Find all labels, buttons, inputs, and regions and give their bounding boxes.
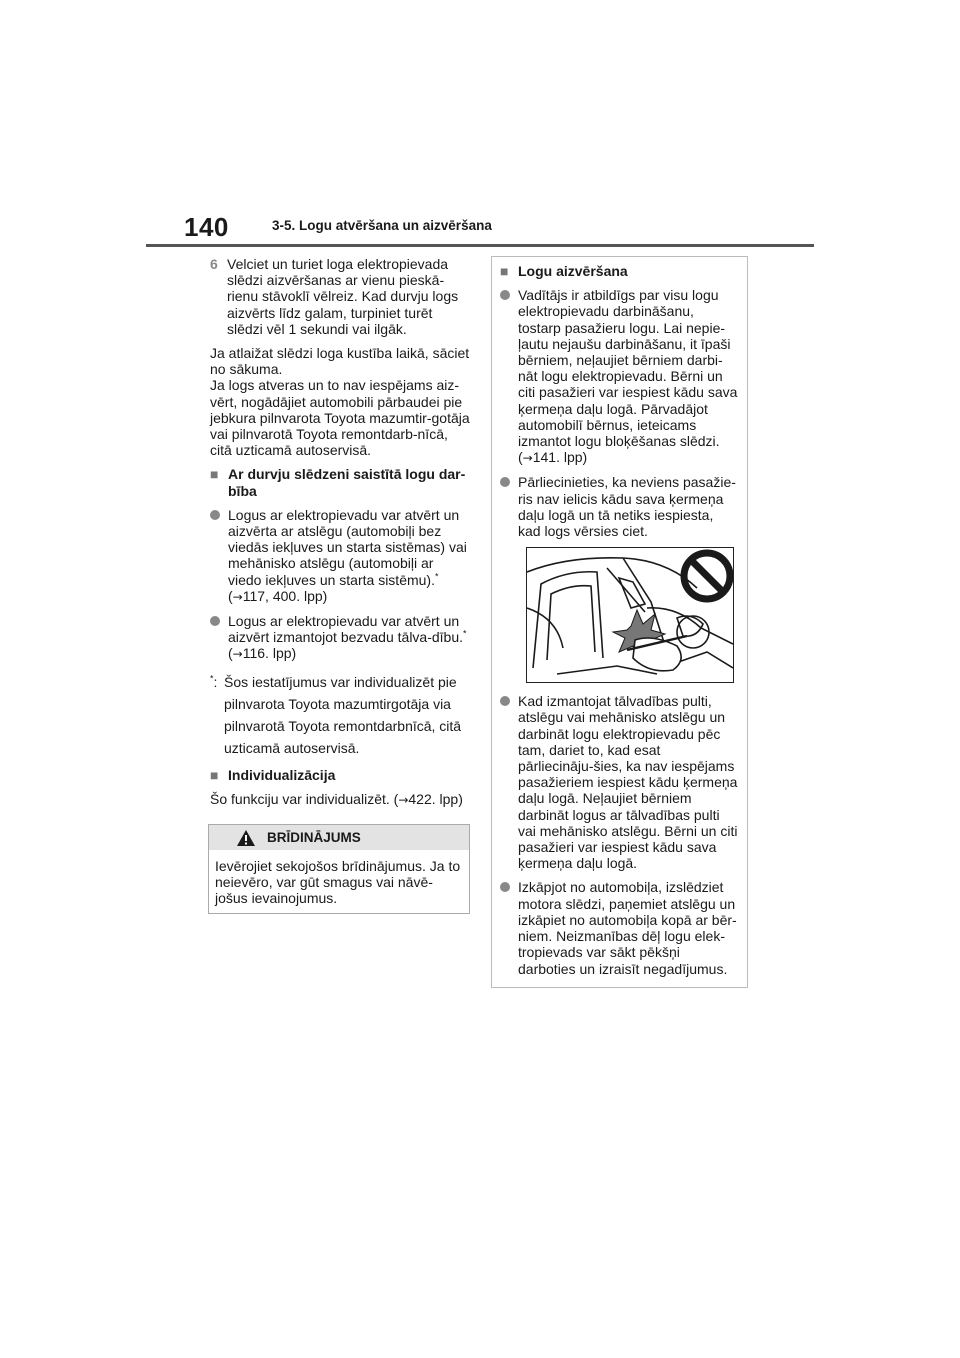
bullet-driver-responsibility: Vadītājs ir atbildīgs par visu logu elektropievadu darbināšanu, tostarp pasažieru logu. Lai nepie-ļautu nejaušu darbināšanu, it īpaši bērniem, neļaujiet bērniem darbi-nāt logu elektropievadu. Bērni un citi pasažieri var iespiest kādu sava ķermeņa daļu logā. Pārvadājot automobilī bērnus, ieteicams izmantot logu bloķēšanas slēdzi. (→141. lpp) — [500, 287, 739, 466]
bullet-text: Logus ar elektropievadu var atvērt un aizvērta ar atslēgu (automobiļi bez viedās iekļuves un starta sistēmas) vai mehānisko atslēgu (automobiļi ar viedo iekļuves un starta sistēmu). — [228, 506, 467, 588]
circle-bullet-icon — [500, 477, 510, 487]
paragraph-restart: Ja atlaižat slēdzi loga kustība laikā, sāciet no sākuma. — [210, 345, 470, 378]
footnote: *: Šos iestatījumus var individualizēt pie pilnvarota Toyota mazumtirgotāja via pilnvarotā Toyota remontdarbnīcā, citā uzticamā autoservisā. — [210, 671, 470, 759]
bullet-text: Kad izmantojat tālvadības pulti, atslēgu vai mehānisko atslēgu un darbināt logu elektropievadu pēc tam, dariet to, kad esat pārliecināju-šies, ka nav iespējams pasažieriem iespiest kādu ķermeņa daļu logā. Neļaujiet bērniem darbināt logus ar tālvadības pulti vai mehānisko atslēgu. Bērni un citi pasažieri var iespiest kādu sava ķermeņa daļu logā. — [518, 693, 738, 872]
heading-text: Logu aizvēršana — [518, 263, 628, 279]
circle-bullet-icon — [210, 510, 220, 520]
square-bullet-icon: ■ — [500, 263, 509, 279]
circle-bullet-icon — [500, 290, 510, 300]
page-reference: 116. lpp) — [242, 645, 297, 662]
bullet-check-passengers — [500, 474, 739, 539]
reference-arrow-icon: → — [522, 451, 533, 466]
customization-text: Šo funkciju var individualizēt. (→422. lpp) — [210, 790, 463, 807]
page-number: 140 — [184, 212, 229, 242]
heading-window-closing — [500, 263, 739, 279]
heading-door-lock — [210, 466, 470, 498]
reference-arrow-icon: → — [232, 647, 243, 662]
bullet-text: Izkāpjot no automobiļa, izslēdziet motora slēdzi, paņemiet atslēgu un izkāpiet no automobiļa kopā ar bēr-niem. Neizmanības dēļ logu elek-tropievads var sākt pēkšņi darboties un izraisīt negadījumus. — [518, 879, 737, 977]
page-reference: 422. lpp) — [408, 790, 463, 807]
bullet-text: Pārliecinieties, ka neviens pasažie-ris nav ielicis kādu sava ķermeņa daļu logā un tā netiks iespiesta, kad logs vērsies ciet. — [518, 474, 736, 540]
step-6 — [210, 256, 470, 337]
page-reference: 141. lpp) — [532, 449, 588, 466]
warning-text: Ievērojiet sekojošos brīdinājumus. Ja to neievēro, var gūt smagus vai nāvē-jošus ievainojumus. — [215, 858, 461, 907]
paragraph-window-fault: Ja logs atveras un to nav iespējams aiz-vērt, nogādājiet automobili pārbaudei pie jebkura pilnvarota Toyota mazumtir-gotāja vai pilnvarotā Toyota remontdarb-nīcā, citā uzticamā autoservisā. — [210, 377, 470, 459]
footnote-marker: * — [463, 628, 467, 639]
right-column-warning-panel — [491, 256, 748, 988]
step-text: Velciet un turiet loga elektropievada slēdzi aizvēršanas ar vienu pieskā-rienu stāvoklī vēlreiz. Kad durvju logs aizvērts līdz galam, turpiniet turēt slēdzi vēl 1 sekundi vai ilgāk. — [227, 256, 459, 337]
circle-bullet-icon — [500, 696, 510, 706]
bullet-text: Logus ar elektropievadu var atvērt un aizvērt izmantojot bezvadu tālva-dību. — [228, 613, 464, 646]
footnote-mark: * — [210, 673, 214, 684]
illustration-hand-caught-in-window — [526, 547, 734, 683]
circle-bullet-icon — [500, 882, 510, 892]
heading-text: Individualizācija — [228, 766, 336, 783]
bullet-remote-operation: Logus ar elektropievadu var atvērt un aizvērt izmantojot bezvadu tālva-dību.* (→116. lpp) — [210, 613, 470, 663]
warning-box — [208, 824, 470, 914]
reference-arrow-icon: → — [232, 589, 243, 604]
page-reference: 117, 400. lpp) — [242, 587, 328, 604]
bullet-exit-vehicle — [500, 879, 739, 976]
section-title: 3-5. Logu atvēršana un aizvēršana — [272, 218, 492, 233]
heading-customization — [210, 767, 470, 783]
heading-text: Ar durvju slēdzeni saistītā logu dar-bība — [228, 466, 466, 499]
car-window-illustration — [527, 548, 733, 682]
step-number: 6 — [210, 256, 218, 272]
warning-triangle-icon — [237, 830, 255, 846]
prohibition-icon — [684, 553, 730, 599]
warning-header — [209, 825, 469, 850]
header-divider — [146, 244, 814, 247]
footnote-text: Šos iestatījumus var individualizēt pie pilnvarota Toyota mazumtirgotāja via pilnvarotā Toyota remontdarbnīcā, citā uzticamā autoservisā. — [224, 673, 462, 756]
reference-arrow-icon: → — [398, 792, 409, 807]
circle-bullet-icon — [210, 616, 220, 626]
left-column — [210, 256, 470, 816]
bullet-text: Vadītājs ir atbildīgs par visu logu elektropievadu darbināšanu, tostarp pasažieru logu. Lai nepie-ļautu nejaušu darbināšanu, it īpaši bērniem, neļaujiet bērniem darbi-nāt logu elektropievadu. Bērni un citi pasažieri var iespiest kādu sava ķermeņa daļu logā. Pārvadājot automobilī bērnus, ieteicams izmantot logu bloķēšanas slēdzi. — [518, 287, 738, 450]
warning-title: BRĪDINĀJUMS — [267, 830, 361, 845]
footnote-marker: * — [434, 571, 439, 581]
square-bullet-icon: ■ — [210, 466, 219, 483]
bullet-remote-key-caution — [500, 693, 739, 871]
square-bullet-icon: ■ — [210, 766, 219, 783]
bullet-key-operation: Logus ar elektropievadu var atvērt un aizvērta ar atslēgu (automobiļi bez viedās iekļuves un starta sistēmas) vai mehānisko atslēgu (automobiļi ar viedo iekļuves un starta sistēmu).* (→117, 400. lpp) — [210, 507, 470, 605]
